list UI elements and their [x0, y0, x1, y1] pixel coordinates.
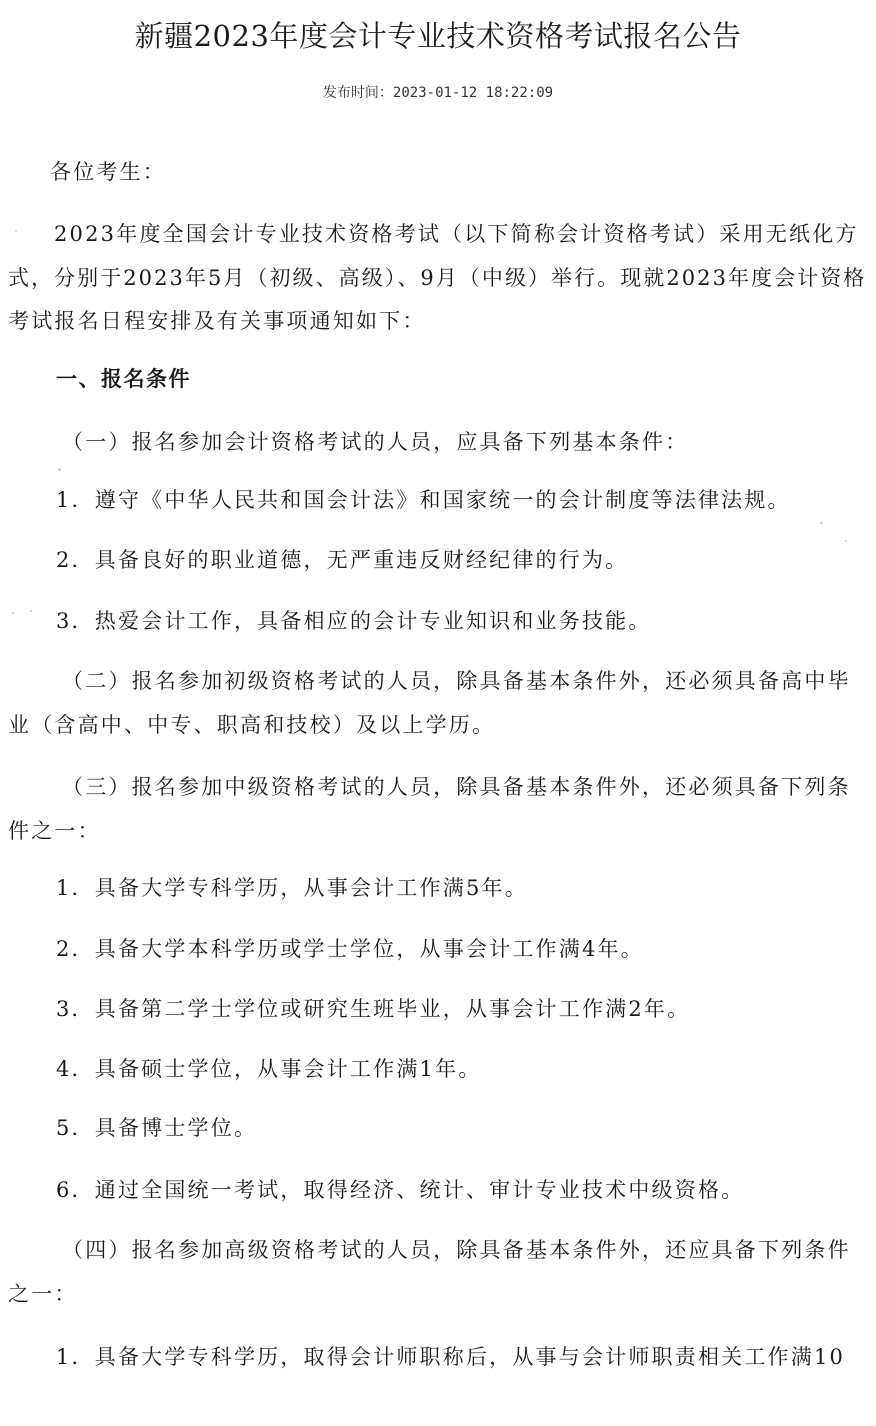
condition-3-item: 4．具备硕士学位，从事会计工作满1年。: [56, 1057, 482, 1081]
condition-4-line: （四）报名参加高级资格考试的人员，除具备基本条件外，还应具备下列条件: [62, 1238, 851, 1262]
condition-3-item: 6．通过全国统一考试，取得经济、统计、审计专业技术中级资格。: [56, 1178, 745, 1202]
condition-3-item: 5．具备博士学位。: [56, 1116, 258, 1140]
publish-time: 发布时间：2023-01-12 18:22:09: [322, 85, 554, 101]
condition-4-item: 1．具备大学专科学历，取得会计师职称后，从事与会计师职责相关工作满10: [56, 1345, 846, 1369]
section-heading: 一、报名条件: [56, 366, 191, 391]
condition-3-line: （三）报名参加中级资格考试的人员，除具备基本条件外，还必须具备下列条: [62, 775, 851, 799]
scan-speck: [58, 468, 61, 471]
condition-1-heading: （一）报名参加会计资格考试的人员，应具备下列基本条件：: [62, 430, 689, 454]
scan-speck: [30, 610, 32, 612]
scan-speck: [12, 612, 14, 614]
condition-4-line: 之一：: [8, 1282, 78, 1306]
greeting: 各位考生：: [50, 160, 166, 184]
condition-1-item: 1．遵守《中华人民共和国会计法》和国家统一的会计制度等法律法规。: [56, 488, 791, 512]
condition-1-item: 2．具备良好的职业道德，无严重违反财经纪律的行为。: [56, 548, 629, 572]
intro-line: 式，分别于2023年5月（初级、高级）、9月（中级）举行。现就2023年度会计资格: [8, 266, 867, 290]
scan-speck: [15, 230, 17, 232]
condition-2-line: （二）报名参加初级资格考试的人员，除具备基本条件外，还必须具备高中毕: [62, 669, 851, 693]
intro-line: 2023年度全国会计专业技术资格考试（以下简称会计资格考试）采用无纸化方: [54, 222, 859, 246]
intro-line: 考试报名日程安排及有关事项通知如下：: [8, 309, 426, 333]
condition-3-line: 件之一：: [8, 819, 101, 843]
scan-speck: [845, 540, 847, 542]
page-title: 新疆2023年度会计专业技术资格考试报名公告: [134, 19, 742, 53]
condition-2-line: 业（含高中、中专、职高和技校）及以上学历。: [8, 713, 496, 737]
condition-3-item: 3．具备第二学士学位或研究生班毕业，从事会计工作满2年。: [56, 997, 691, 1021]
condition-3-item: 1．具备大学专科学历，从事会计工作满5年。: [56, 876, 528, 900]
condition-3-item: 2．具备大学本科学历或学士学位，从事会计工作满4年。: [56, 937, 644, 961]
scan-speck: [820, 522, 823, 524]
condition-1-item: 3．热爱会计工作，具备相应的会计专业知识和业务技能。: [56, 609, 652, 633]
